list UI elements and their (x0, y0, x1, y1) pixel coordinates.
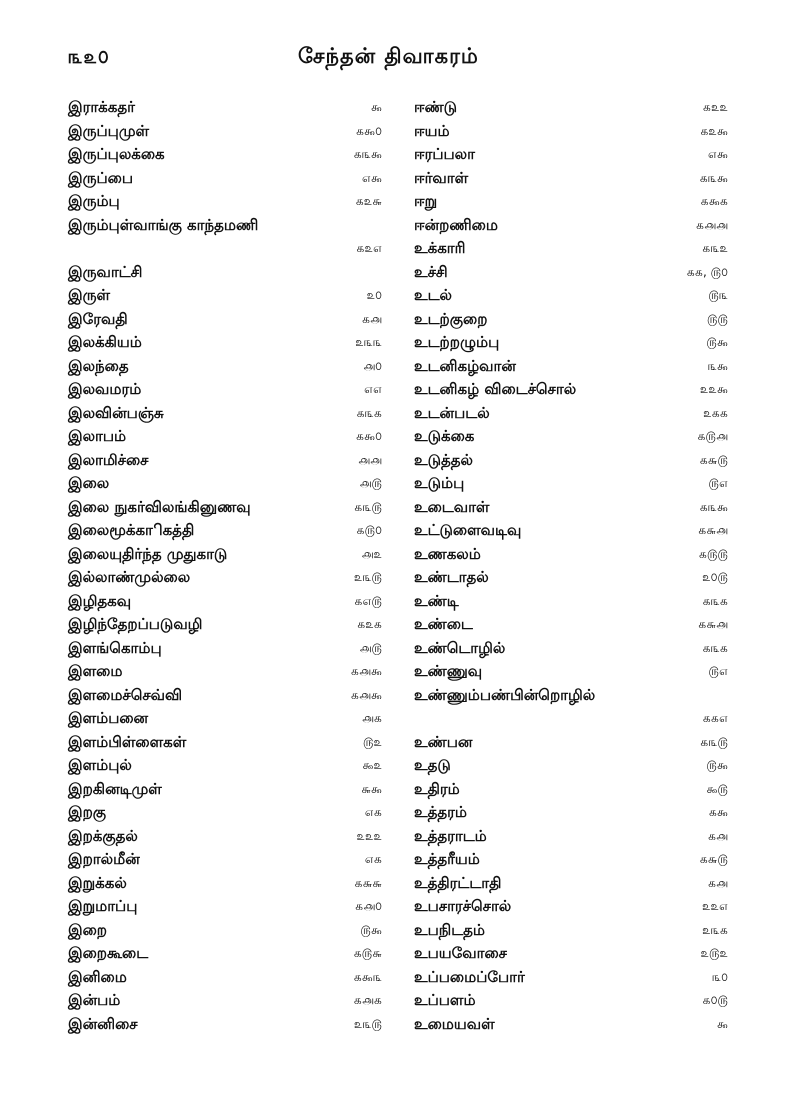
entry-word: உபசாரச்சொல் (414, 897, 512, 915)
entry-word: உண்ணும்பண்பின்றொழில் (414, 685, 596, 704)
entry-word: இருள் (68, 286, 111, 304)
index-entry (68, 355, 382, 379)
entry-page-ref: ௨௩௩ (355, 335, 382, 349)
entry-word: உடைவாள் (414, 497, 490, 516)
index-entry (414, 966, 728, 990)
entry-word: இறக்குதல் (68, 826, 138, 845)
index-entry (414, 308, 728, 332)
index-entry (68, 590, 382, 614)
index-entry (68, 684, 382, 708)
entry-page-ref: ௧௮ (361, 311, 382, 326)
entry-page-ref: ௧௩௧ (356, 405, 382, 420)
entry-word: இறை (68, 920, 107, 939)
entry-page-ref: ௫௭ (708, 476, 728, 490)
index-entry (414, 1013, 728, 1037)
index-entry (414, 895, 728, 919)
entry-word: உடன்படல் (414, 403, 490, 422)
index-entry (414, 355, 728, 379)
index-entry (68, 872, 382, 896)
entry-word: இலவமரம் (68, 380, 142, 398)
entry-word: இரும்பு (68, 192, 120, 210)
index-entry (68, 919, 382, 943)
index-entry (68, 1013, 382, 1037)
entry-word: இறுக்கல் (68, 873, 127, 892)
entry-page-ref: ௧௬௫ (699, 452, 728, 467)
entry-page-ref: ௧௩௯ (353, 147, 382, 161)
entry-word: இறால்மீன் (68, 850, 140, 868)
entry-word: இளமைச்செவ்வி (68, 685, 183, 704)
index-entry (414, 378, 728, 402)
entry-page-ref: ௧௩௫ (700, 734, 728, 749)
entry-page-ref: ௧௫௫ (698, 546, 728, 561)
entry-word: ஈண்டு (414, 98, 458, 116)
entry-page-ref: ௧௮௮ (695, 217, 728, 232)
entry-page-ref: ௧௭௫ (354, 593, 382, 608)
entry-page-ref: ௧௩௧ (702, 593, 728, 608)
index-entry (414, 167, 728, 191)
entry-page-ref: ௮௨ (361, 546, 382, 561)
entry-word: இனிமை (68, 967, 127, 986)
entry-word: உத்தரம் (414, 803, 467, 821)
entry-page-ref: ௨௨௯ (699, 382, 728, 396)
index-entry (414, 261, 728, 285)
entry-page-ref: ௭௭ (364, 382, 382, 396)
entry-word: இன்பம் (68, 991, 121, 1009)
entry-word: இலையுதிர்ந்த முதுகாடு (68, 544, 228, 563)
entry-word: உடுக்கை (414, 427, 475, 445)
entry-page-ref: ௮௧ (361, 711, 382, 725)
index-entry (68, 613, 382, 637)
entry-page-ref: ௧௯௩ (353, 969, 382, 984)
entry-page-ref: ௧௬௮ (698, 523, 728, 537)
entry-word: இல்லாண்முல்லை (68, 568, 191, 586)
entry-page-ref: ௧௮ (707, 828, 728, 843)
index-entry (414, 543, 728, 567)
entry-page-ref: ௯ (370, 100, 382, 114)
index-entry (68, 284, 382, 308)
page-number: ௩௨௦ (68, 46, 110, 68)
index-entry (414, 237, 728, 261)
entry-word: ஈயம் (414, 121, 450, 140)
index-entry (68, 637, 382, 661)
index-entry (414, 214, 728, 238)
entry-word: இலை (68, 474, 110, 492)
entry-page-ref: ௧௩௯ (699, 499, 728, 514)
entry-word: இருவாட்சி (68, 262, 143, 281)
entry-word: உப்பளம் (414, 991, 476, 1009)
index-entry (68, 848, 382, 872)
index-entry (68, 308, 382, 332)
entry-page-ref: ௧௨௭ (356, 241, 382, 255)
entry-page-ref: ௧௮௯ (350, 687, 382, 702)
index-entry (414, 566, 728, 590)
index-entry (414, 425, 728, 449)
entry-page-ref: ௧௬௮ (698, 617, 728, 631)
entry-word: உபநிடதம் (414, 920, 485, 939)
entry-word: ஈன்றணிமை (414, 215, 498, 234)
entry-page-ref: ௧௯௦ (355, 123, 382, 138)
index-entry (68, 707, 382, 731)
index-entry (414, 848, 728, 872)
index-entry (68, 449, 382, 473)
index-entry (68, 261, 382, 285)
index-entry (68, 825, 382, 849)
entry-page-ref: ௧௩௨ (702, 241, 728, 255)
index-entry (414, 989, 728, 1013)
index-entry (414, 660, 728, 684)
index-entry (68, 120, 382, 144)
entry-page-ref: ௭௧ (364, 852, 382, 866)
entry-word: உண்டி (414, 591, 459, 610)
entry-page-ref: ௯௨ (362, 758, 382, 772)
entry-page-ref: ௧௩௫ (354, 499, 382, 514)
index-entry (414, 637, 728, 661)
entry-word: உடற்குறை (414, 309, 488, 328)
entry-page-ref: ௫௫ (706, 311, 728, 326)
index-entry (68, 378, 382, 402)
entry-word: உடனிகழ் விடைச்சொல் (414, 380, 577, 398)
index-entry (68, 237, 382, 261)
entry-page-ref: ௭௯ (707, 147, 728, 161)
index-entry (68, 96, 382, 120)
entry-page-ref: ௧௨௧ (357, 617, 382, 631)
entry-word: உண்டாதல் (414, 568, 489, 586)
entry-word: உடல் (414, 286, 452, 304)
entry-word: இருப்பை (68, 168, 134, 187)
index-entry (414, 731, 728, 755)
index-entry (414, 872, 728, 896)
entry-page-ref: ௧௮௦ (354, 899, 382, 913)
index-entry (414, 96, 728, 120)
entry-page-ref: ௮௫ (359, 640, 382, 655)
entry-word: உத்தரீயம் (414, 850, 480, 868)
index-entry (68, 942, 382, 966)
entry-page-ref: ௭௯ (361, 170, 382, 185)
index-entry (414, 825, 728, 849)
index-entry (414, 942, 728, 966)
index-entry (68, 402, 382, 426)
index-entry (414, 331, 728, 355)
entry-word: உமையவள் (414, 1014, 495, 1033)
index-entry (68, 331, 382, 355)
entry-page-ref: ௧௯ (708, 805, 728, 819)
entry-word: இலாபம் (68, 427, 127, 445)
index-entry (68, 778, 382, 802)
entry-word: உண்டொழில் (414, 638, 506, 657)
index-entry (68, 566, 382, 590)
entry-word: ஈரப்பலா (414, 145, 475, 163)
index-entry (68, 801, 382, 825)
index-entry (68, 731, 382, 755)
entry-page-ref: ௧௧, ௫௦ (686, 264, 728, 279)
entry-word: உபயவோசை (414, 944, 507, 962)
entry-word: இறகினடிமுள் (68, 779, 162, 798)
entry-word: உதடு (414, 756, 451, 774)
entry-page-ref: ௧௩௯ (699, 170, 728, 185)
index-entry (414, 402, 728, 426)
entry-word: இளம்பிள்ளைகள் (68, 732, 187, 751)
entry-page-ref: ௮௮ (358, 452, 382, 467)
index-entry (414, 519, 728, 543)
entry-page-ref: ௫௯ (706, 335, 728, 349)
index-entry (414, 120, 728, 144)
index-entry (68, 425, 382, 449)
entry-page-ref: ௭௧ (364, 805, 382, 819)
entry-word: இறைகூடை (68, 944, 149, 962)
index-column-left (68, 96, 382, 1036)
entry-word: இருப்புமுள் (68, 121, 150, 140)
entry-word: ஈர்வாள் (414, 168, 469, 187)
entry-word: உடனிகழ்வான் (414, 356, 516, 375)
entry-word: உடுத்தல் (414, 450, 473, 469)
entry-page-ref: ௯ (716, 1016, 728, 1031)
entry-page-ref: ௧௯௧ (700, 194, 728, 208)
entry-word: ஈறு (414, 192, 438, 210)
index-entry (68, 143, 382, 167)
entry-word: உச்சி (414, 262, 448, 281)
entry-word: இலவின்பஞ்சு (68, 403, 164, 422)
entry-word: இலாமிச்சை (68, 450, 149, 469)
entry-page-ref: ௫௯ (706, 758, 728, 772)
index-entry (68, 754, 382, 778)
index-entry (68, 167, 382, 191)
index-entry (68, 496, 382, 520)
entry-word: இளம்பனை (68, 709, 149, 727)
index-entry (414, 919, 728, 943)
entry-word: உடற்றழும்பு (414, 333, 500, 351)
entry-page-ref: ௨௨௭ (702, 899, 728, 913)
entry-page-ref: ௨௦ (366, 288, 382, 302)
entry-word: உண்பன (414, 732, 473, 751)
entry-word: உட்டுளைவடிவு (414, 521, 522, 539)
entry-page-ref: ௨௩௫ (353, 570, 382, 584)
index-entry (68, 543, 382, 567)
entry-word: இலைமூக்காிகத்தி (68, 521, 195, 539)
index-entry (68, 190, 382, 214)
entry-page-ref: ௧௮௧ (353, 993, 382, 1007)
index-entry (68, 472, 382, 496)
entry-page-ref: ௬௯ (361, 781, 382, 796)
entry-word: உத்தராடம் (414, 826, 487, 845)
index-entry (68, 989, 382, 1013)
entry-word: உதிரம் (414, 779, 460, 798)
index-entry (68, 660, 382, 684)
entry-page-ref: ௯௫ (706, 781, 728, 796)
index-entry (414, 707, 728, 731)
entry-page-ref: ௧௫௮ (697, 429, 728, 443)
entry-page-ref: ௩௦ (712, 969, 728, 984)
index-entry (68, 214, 382, 238)
entry-word: உணகலம் (414, 544, 481, 563)
entry-page-ref: ௩௯ (707, 358, 728, 373)
index-entry (414, 590, 728, 614)
index-entry (414, 143, 728, 167)
entry-word: உண்டை (414, 615, 473, 633)
entry-page-ref: ௨௫௨ (700, 946, 728, 960)
entry-page-ref: ௧௨௯ (700, 123, 728, 138)
entry-word: இலக்கியம் (68, 333, 142, 351)
index-entry (414, 613, 728, 637)
index-entry (414, 284, 728, 308)
entry-page-ref: ௧௯௦ (355, 429, 382, 443)
entry-page-ref: ௮௦ (363, 358, 382, 373)
entry-word: இழிதகவு (68, 591, 132, 610)
entry-word: இலை நுகர்விலங்கினுணவு (68, 497, 251, 516)
index-column-right (414, 96, 728, 1036)
index-entry (414, 778, 728, 802)
entry-page-ref: ௫௩ (708, 288, 728, 302)
index-entry (414, 754, 728, 778)
entry-page-ref: ௧௬௫ (699, 852, 728, 866)
entry-page-ref: ௧௮௯ (350, 664, 382, 678)
entry-page-ref: ௨௨௨ (356, 828, 382, 843)
entry-word: இளமை (68, 662, 123, 680)
entry-page-ref: ௨௦௫ (702, 570, 728, 584)
entry-page-ref: ௨௧௧ (703, 405, 728, 420)
entry-word: இறுமாப்பு (68, 897, 138, 915)
entry-page-ref: ௧௩௧ (702, 640, 728, 655)
entry-word: உத்திரட்டாதி (414, 873, 502, 892)
entry-word: இருப்புலக்கை (68, 145, 165, 163)
index-entry (414, 190, 728, 214)
entry-page-ref: ௨௩௧ (702, 922, 728, 937)
entry-word: இரும்புள்வாங்கு காந்தமணி (68, 215, 259, 234)
index-entry (414, 684, 728, 708)
index-entry (68, 895, 382, 919)
index-entry (68, 966, 382, 990)
entry-word: உடும்பு (414, 474, 465, 492)
entry-word: இளங்கொம்பு (68, 638, 162, 657)
entry-page-ref: ௧௫௬ (353, 946, 382, 960)
entry-page-ref: ௧௨௬ (355, 194, 382, 208)
index-entry (414, 496, 728, 520)
page-title: சேந்தன் திவாகரம் (298, 44, 479, 68)
entry-page-ref: ௧௮ (707, 875, 728, 890)
entry-word: உக்காரி (414, 239, 466, 257)
entry-page-ref: ௨௩௫ (353, 1016, 382, 1031)
entry-word: இன்னிசை (68, 1014, 138, 1033)
entry-page-ref: ௧௨௨ (702, 100, 728, 114)
entry-page-ref: ௧௬௬ (354, 875, 382, 890)
entry-page-ref: ௧௦௫ (702, 993, 728, 1007)
entry-word: இளம்புல் (68, 756, 132, 774)
entry-page-ref: ௫௯ (360, 922, 382, 937)
entry-word: இழிந்தேறப்படுவழி (68, 615, 203, 633)
entry-page-ref: ௧௫௦ (356, 523, 382, 537)
index-entry (414, 472, 728, 496)
index-entry (414, 449, 728, 473)
index-entry (414, 801, 728, 825)
entry-word: உப்பமைப்போர் (414, 967, 525, 986)
entry-word: இராக்கதர் (68, 98, 135, 116)
entry-page-ref: ௮௫ (359, 476, 382, 490)
entry-word: உண்ணுவு (414, 662, 483, 680)
entry-word: இறகு (68, 803, 107, 821)
index-entry (68, 519, 382, 543)
entry-word: இலந்தை (68, 356, 129, 375)
entry-page-ref: ௧௧௭ (702, 711, 728, 725)
entry-word: இரேவதி (68, 309, 128, 328)
entry-page-ref: ௫௨ (362, 734, 382, 749)
entry-page-ref: ௫௭ (708, 664, 728, 678)
